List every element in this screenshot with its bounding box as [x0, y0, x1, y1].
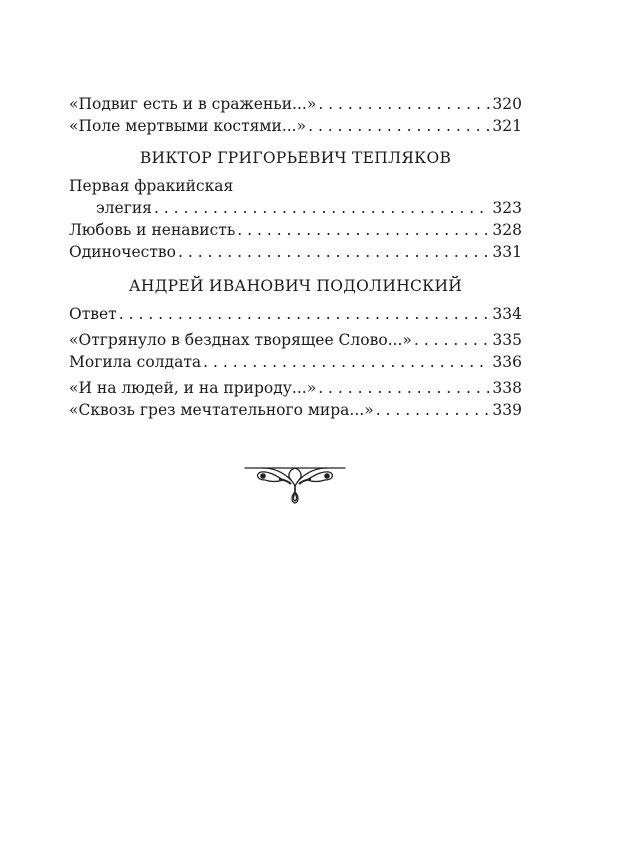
toc-entry-page: 336	[492, 353, 522, 371]
dot-leader	[318, 377, 490, 399]
toc-entry[interactable]	[69, 219, 522, 241]
toc-entry[interactable]	[69, 399, 522, 421]
toc-entry-title: «И на людей, и на природу...»	[69, 379, 317, 397]
dot-leader	[308, 115, 490, 137]
dot-leader	[318, 93, 490, 115]
toc-entry-page: 328	[492, 221, 522, 239]
toc-entry-title: «Поле мертвыми костями...»	[69, 117, 307, 135]
toc-entry[interactable]	[69, 351, 522, 373]
dot-leader	[376, 399, 491, 421]
toc-entry-title: Любовь и ненависть	[69, 221, 236, 239]
dot-leader	[203, 351, 490, 373]
dot-leader	[414, 329, 490, 351]
toc-entry-page: 334	[492, 305, 522, 323]
table-of-contents	[69, 93, 522, 421]
toc-entry-page: 338	[492, 379, 522, 397]
toc-entry-page: 339	[492, 401, 522, 419]
author-heading: АНДРЕЙ ИВАНОВИЧ ПОДОЛИНСКИЙ	[128, 277, 463, 295]
toc-entry-page: 321	[492, 117, 522, 135]
toc-entry[interactable]	[69, 303, 522, 325]
toc-entry-title: «Отгрянуло в безднах творящее Слово...»	[69, 331, 412, 349]
toc-entry[interactable]	[69, 329, 522, 351]
scroll-ornament-icon	[243, 462, 347, 506]
toc-entry-page: 323	[492, 199, 522, 217]
toc-entry[interactable]	[69, 93, 522, 115]
toc-entry-title-line[interactable]: Первая фракийская	[69, 177, 234, 195]
toc-entry-title: Ответ	[69, 305, 117, 323]
toc-entry-page: 320	[492, 95, 522, 113]
toc-entry-page: 335	[492, 331, 522, 349]
toc-entry-title: Одиночество	[69, 243, 176, 261]
toc-entry-title: элегия	[96, 199, 152, 217]
toc-entry[interactable]	[69, 377, 522, 399]
dot-leader	[237, 219, 490, 241]
dot-leader	[119, 303, 491, 325]
toc-entry[interactable]	[69, 115, 522, 137]
toc-entry[interactable]	[69, 241, 522, 263]
toc-entry-title: «Подвиг есть и в сраженьи...»	[69, 95, 317, 113]
dot-leader	[178, 241, 490, 263]
toc-entry-title: «Сквозь грез мечтательного мира...»	[69, 401, 374, 419]
toc-entry[interactable]	[69, 197, 522, 219]
dot-leader	[154, 197, 490, 219]
toc-entry-page: 331	[492, 243, 522, 261]
author-heading: ВИКТОР ГРИГОРЬЕВИЧ ТЕПЛЯКОВ	[139, 149, 452, 167]
toc-entry-title: Могила солдата	[69, 353, 202, 371]
